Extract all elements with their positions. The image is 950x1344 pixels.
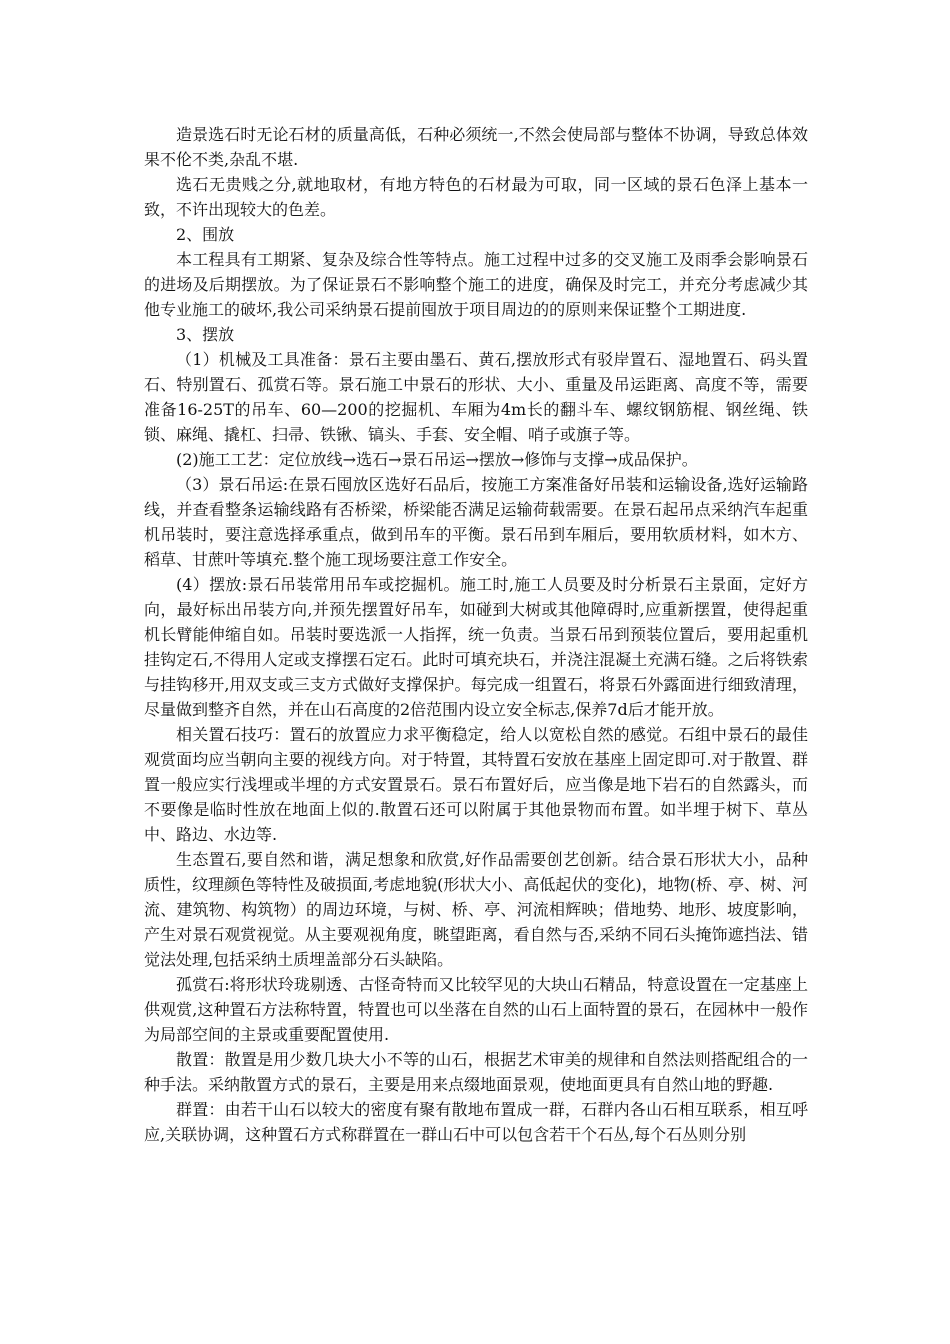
document-body [144,122,808,1147]
paragraph-techniques: 相关置石技巧：置石的放置应力求平衡稳定，给人以宽松自然的感觉。石组中景石的最佳观赏面均应当朝向主要的视线方向。对于特置，其特置石安放在基座上固定即可.对于散置、群置一般应实行浅埋或半埋的方式安置景石。景石布置好后，应当像是地下岩石的自然露头，而不要像是临时性放在地面上似的.散置石还可以附属于其他景物而布置。如半埋于树下、草丛中、路边、水边等. [144,725,808,844]
paragraph-placing: (4）摆放:景石吊装常用吊车或挖掘机。施工时,施工人员要及时分析景石主景面，定好方向，最好标出吊装方向,并预先摆置好吊车，如碰到大树或其他障碍时,应重新摆置，使得起重机长臂能伸缩自如。吊装时要选派一人指挥，统一负责。当景石吊到预装位置后，要用起重机挂钩定石,不得用人定或支撑摆石定石。此时可填充块石，并浇注混凝土充满石缝。之后将铁索与挂钩移开,用双支或三支方式做好支撑保护。每完成一组置石，将景石外露面进行细致清理，尽量做到整齐自然，并在山石高度的2倍范围内设立安全标志,保养7d后才能开放。 [144,575,808,719]
paragraph-solitary-stone: 孤赏石:将形状玲珑剔透、古怪奇特而又比较罕见的大块山石精品，特意设置在一定基座上供观赏,这种置石方法称特置，特置也可以坐落在自然的山石上面特置的景石，在园林中一般作为局部空间的主景或重要配置使用. [144,975,808,1044]
paragraph-ecological: 生态置石,要自然和谐，满足想象和欣赏,好作品需要创艺创新。结合景石形状大小，品种质性，纹理颜色等特性及破损面,考虑地貌(形状大小、高低起伏的变化)，地物(桥、亭、树、河流、建筑物、构筑物）的周边环境，与树、桥、亭、河流相辉映；借地势、地形、坡度影响，产生对景石观赏视觉。从主要观视角度，眺望距离，看自然与否,采纳不同石头掩饰遮挡法、错觉法处理,包括采纳土质埋盖部分石头缺陷。 [144,850,808,969]
paragraph-machinery: （1）机械及工具准备：景石主要由墨石、黄石,摆放形式有驳岸置石、湿地置石、码头置石、特别置石、孤赏石等。景石施工中景石的形状、大小、重量及吊运距离、高度不等，需要准备16-25T的吊车、60—200的挖掘机、车厢为4m长的翻斗车、螺纹钢筋棍、钢丝绳、铁锁、麻绳、撬杠、扫帚、铁锹、镐头、手套、安全帽、哨子或旗子等。 [144,350,808,444]
section-heading-placement: 3、摆放 [176,325,235,344]
paragraph-hoisting: （3）景石吊运:在景石囤放区选好石品后，按施工方案准备好吊装和运输设备,选好运输路线，并查看整条运输线路有否桥梁，桥梁能否满足运输荷载需要。在景石起吊点采纳汽车起重机吊装时，要注意选择承重点，做到吊车的平衡。景石吊到车厢后，要用软质材料，如木方、稻草、甘蔗叶等填充.整个施工现场要注意工作安全。 [144,475,808,569]
paragraph-stone-uniformity: 造景选石时无论石材的质量高低，石种必须统一,不然会使局部与整体不协调，导致总体效果不伦不类,杂乱不堪. [144,125,808,169]
paragraph-process: (2)施工工艺：定位放线→选石→景石吊运→摆放→修饰与支撑→成品保护。 [176,450,698,469]
paragraph-grouped: 群置：由若干山石以较大的密度有聚有散地布置成一群，石群内各山石相互联系，相互呼应,关联协调，这种置石方式称群置在一群山石中可以包含若干个石丛,每个石丛则分别 [144,1100,808,1144]
paragraph-local-material: 选石无贵贱之分,就地取材，有地方特色的石材最为可取，同一区域的景石色泽上基本一致，不许出现较大的色差。 [144,175,808,219]
paragraph-scattered: 散置：散置是用少数几块大小不等的山石，根据艺术审美的规律和自然法则搭配组合的一种手法。采纳散置方式的景石，主要是用来点缀地面景观，使地面更具有自然山地的野趣. [144,1050,808,1094]
section-heading-storage: 2、围放 [176,225,235,244]
paragraph-storage: 本工程具有工期紧、复杂及综合性等特点。施工过程中过多的交叉施工及雨季会影响景石的进场及后期摆放。为了保证景石不影响整个施工的进度，确保及时完工，并充分考虑减少其他专业施工的破坏,我公司采纳景石提前囤放于项目周边的的原则来保证整个工期进度. [144,250,808,319]
